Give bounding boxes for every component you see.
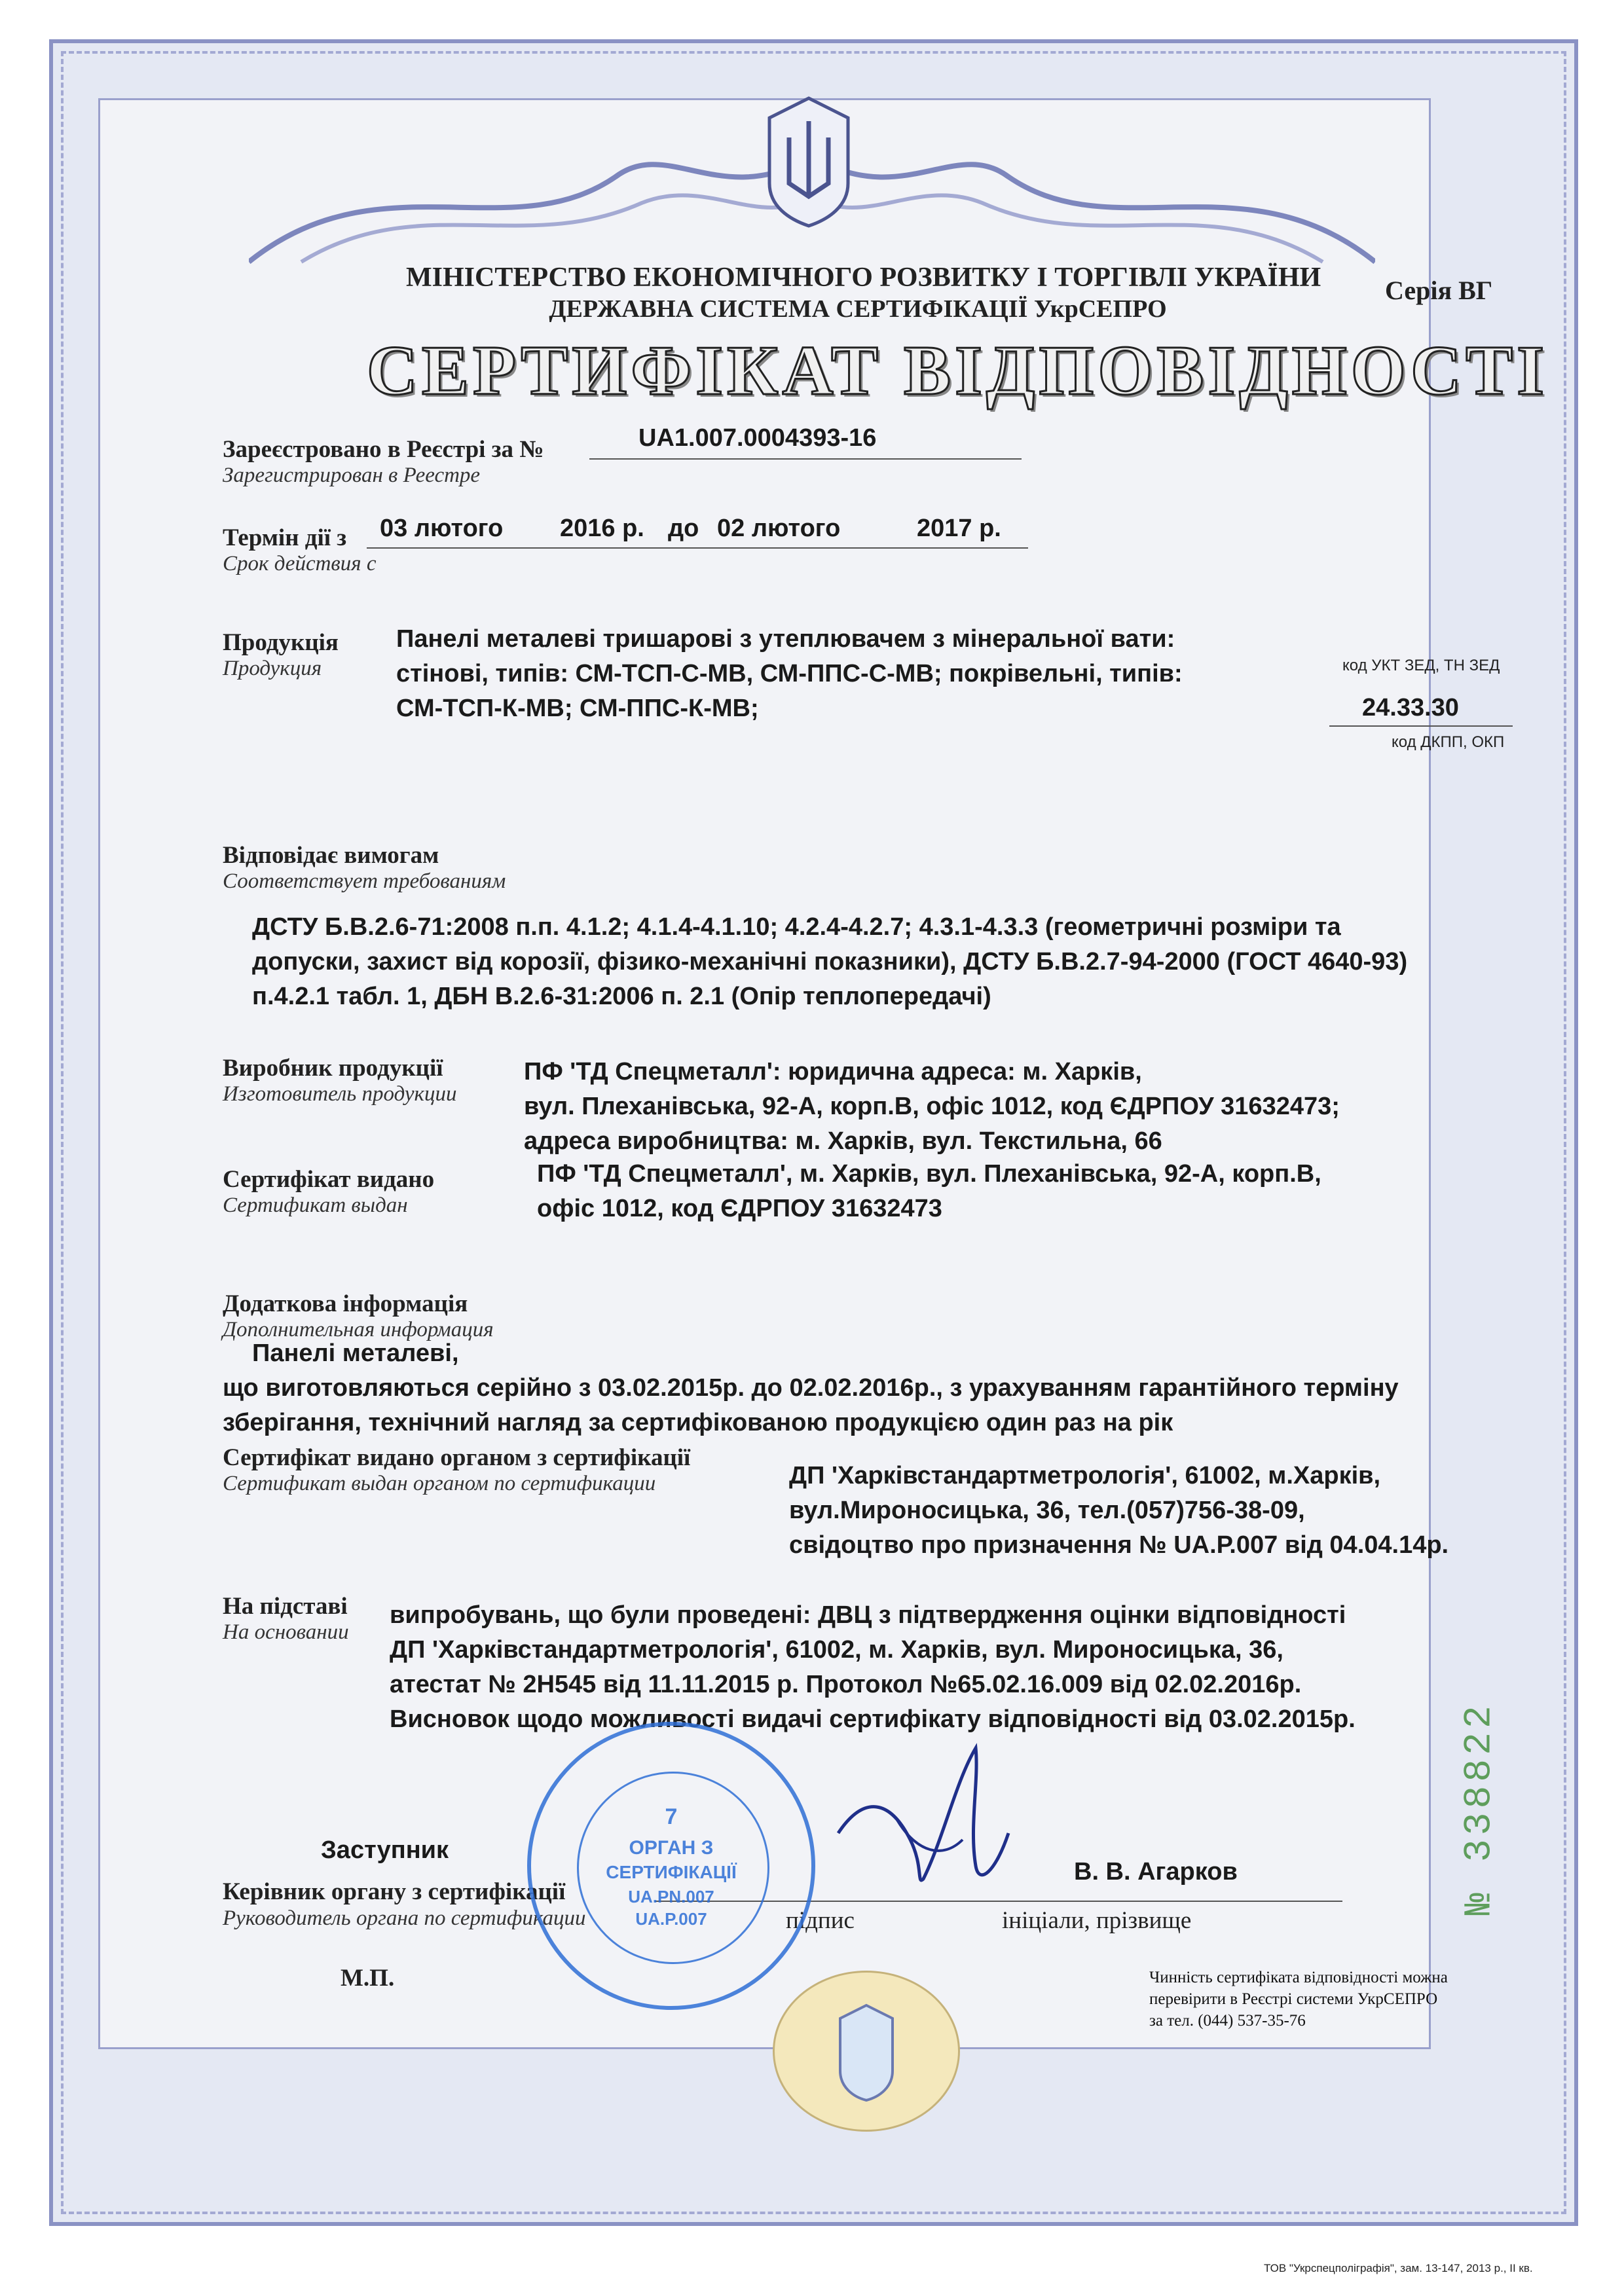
validity-to-word: до xyxy=(668,515,699,542)
stamp-line: UA.P.007 xyxy=(635,1909,707,1929)
product-code-bottom-label: код ДКПП, ОКП xyxy=(1392,733,1505,751)
handwritten-signature xyxy=(812,1722,1028,1918)
product-line: СМ-ТСП-К-МВ; СМ-ППС-К-МВ; xyxy=(396,695,759,722)
issuing-body-label-ru: Сертификат выдан органом по сертификации xyxy=(223,1472,656,1495)
hologram-seal-icon xyxy=(773,1971,960,2132)
verification-note-line: Чинність сертифіката відповідності можна xyxy=(1149,1969,1448,1986)
product-label-ru: Продукция xyxy=(223,657,322,680)
verification-note-line: перевірити в Реєстрі системи УкрСЕПРО xyxy=(1149,1990,1438,2008)
certification-system: ДЕРЖАВНА СИСТЕМА СЕРТИФІКАЦІЇ УкрСЕПРО xyxy=(549,295,1167,323)
basis-line: Висновок щодо можливості видачі сертифікату відповідності від 03.02.2015р. xyxy=(390,1705,1356,1733)
manufacturer-line: адреса виробництва: м. Харків, вул. Текстильна, 66 xyxy=(524,1127,1162,1155)
manufacturer-label: Виробник продукції xyxy=(223,1055,443,1082)
official-stamp xyxy=(527,1722,815,2010)
stamp-line: ОРГАН З xyxy=(629,1837,714,1859)
issued-to-label-ru: Сертификат выдан xyxy=(223,1194,408,1217)
initials-caption: ініціали, прізвище xyxy=(1002,1907,1192,1934)
seal-place-label: М.П. xyxy=(341,1965,395,1992)
validity-underline xyxy=(367,547,1028,549)
manufacturer-line: ПФ 'ТД Спецметалл': юридична адреса: м. Харків, xyxy=(524,1058,1142,1085)
registration-number: UA1.007.0004393-16 xyxy=(638,424,877,452)
issued-to-label: Сертифікат видано xyxy=(223,1166,435,1193)
stamp-line: UA.PN.007 xyxy=(628,1887,714,1906)
serial-number xyxy=(1460,1676,1500,1925)
product-label: Продукція xyxy=(223,629,339,656)
requirements-line: ДСТУ Б.В.2.6-71:2008 п.п. 4.1.2; 4.1.4-4.1.10; 4.2.4-4.2.7; 4.3.1-4.3.3 (геометричні розміри та xyxy=(252,913,1341,941)
issuing-body-line: вул.Мироносицька, 36, тел.(057)756-38-09, xyxy=(789,1497,1305,1524)
validity-to-year: 2017 р. xyxy=(917,515,1001,542)
basis-line: випробувань, що були проведені: ДВЦ з підтвердження оцінки відповідності xyxy=(390,1601,1346,1629)
head-of-body-label-ru: Руководитель органа по сертификации xyxy=(223,1906,586,1930)
stamp-line: СЕРТИФІКАЦІЇ xyxy=(606,1862,737,1882)
basis-line: ДП 'Харківстандартметрологія', 61002, м. Харків, вул. Мироносицька, 36, xyxy=(390,1636,1283,1664)
series-label: Серія ВГ xyxy=(1385,276,1493,305)
manufacturer-label-ru: Изготовитель продукции xyxy=(223,1082,457,1106)
ministry-name: МІНІСТЕРСТВО ЕКОНОМІЧНОГО РОЗВИТКУ І ТОРГІВЛІ УКРАЇНИ xyxy=(406,263,1321,293)
registration-label: Зареєстровано в Реєстрі за № xyxy=(223,436,544,463)
manufacturer-line: вул. Плеханівська, 92-А, корп.В, офіс 1012, код ЄДРПОУ 31632473; xyxy=(524,1093,1340,1120)
printer-info: ТОВ "Укрспецполіграфія", зам. 13-147, 2013 р., ІІ кв. xyxy=(1264,2262,1533,2274)
additional-info-line: що виготовляються серійно з 03.02.2015р. до 02.02.2016р., з урахуванням гарантійного терміну xyxy=(223,1374,1399,1402)
deputy-title: Заступник xyxy=(321,1836,449,1864)
signature-caption: підпис xyxy=(786,1907,855,1934)
signatory-name: В. В. Агарков xyxy=(1074,1858,1238,1886)
product-code: 24.33.30 xyxy=(1362,694,1459,721)
validity-from-day: 03 лютого xyxy=(380,515,504,542)
issued-to-line: офіс 1012, код ЄДРПОУ 31632473 xyxy=(537,1195,942,1222)
validity-label: Термін дії з xyxy=(223,524,347,551)
validity-label-ru: Срок действия с xyxy=(223,552,377,575)
validity-to-day: 02 лютого xyxy=(717,515,841,542)
additional-info-line: Панелі металеві, xyxy=(252,1339,459,1367)
basis-label-ru: На основании xyxy=(223,1620,349,1644)
additional-info-label: Додаткова інформація xyxy=(223,1290,468,1317)
serial-number-text: № 338822 xyxy=(1458,1702,1502,1916)
additional-info-label-ru: Дополнительная информация xyxy=(223,1318,494,1341)
product-line: Панелі металеві тришарові з утеплювачем з мінеральної вати: xyxy=(396,625,1175,653)
issuing-body-line: свідоцтво про призначення № UA.Р.007 від 04.04.14р. xyxy=(789,1531,1449,1559)
basis-label: На підставі xyxy=(223,1593,348,1620)
requirements-line: п.4.2.1 табл. 1, ДБН В.2.6-31:2006 п. 2.1 (Опір теплопередачі) xyxy=(252,983,991,1010)
registration-label-ru: Зарегистрирован в Реестре xyxy=(223,464,481,487)
head-of-body-label: Керівник органу з сертифікації xyxy=(223,1878,566,1905)
registration-underline xyxy=(589,458,1022,460)
requirements-label: Відповідає вимогам xyxy=(223,842,439,869)
requirements-label-ru: Соответствует требованиям xyxy=(223,869,506,893)
product-code-underline xyxy=(1329,725,1513,727)
product-line: стінові, типів: СМ-ТСП-С-МВ, СМ-ППС-С-МВ; покрівельні, типів: xyxy=(396,660,1183,687)
stamp-number: 7 xyxy=(665,1804,678,1829)
requirements-line: допуски, захист від корозії, фізико-механічні показники), ДСТУ Б.В.2.7-94-2000 (ГОСТ 4640-93) xyxy=(252,948,1408,975)
additional-info-line: зберігання, технічний нагляд за сертифікованою продукцією один раз на рік xyxy=(223,1409,1173,1436)
issued-to-line: ПФ 'ТД Спецметалл', м. Харків, вул. Плеханівська, 92-А, корп.В, xyxy=(537,1160,1321,1188)
product-code-top-label: код УКТ ЗЕД, ТН ЗЕД xyxy=(1342,657,1500,674)
issuing-body-label: Сертифікат видано органом з сертифікації xyxy=(223,1444,691,1471)
issuing-body-line: ДП 'Харківстандартметрологія', 61002, м.Харків, xyxy=(789,1462,1381,1489)
certificate-title: СЕРТИФІКАТ ВІДПОВІДНОСТІ xyxy=(367,332,1549,410)
validity-from-year: 2016 р. xyxy=(560,515,644,542)
verification-note-line: за тел. (044) 537-35-76 xyxy=(1149,2012,1306,2030)
trident-crest-icon xyxy=(707,92,910,229)
basis-line: атестат № 2Н545 від 11.11.2015 р. Протокол №65.02.16.009 від 02.02.2016р. xyxy=(390,1671,1302,1698)
